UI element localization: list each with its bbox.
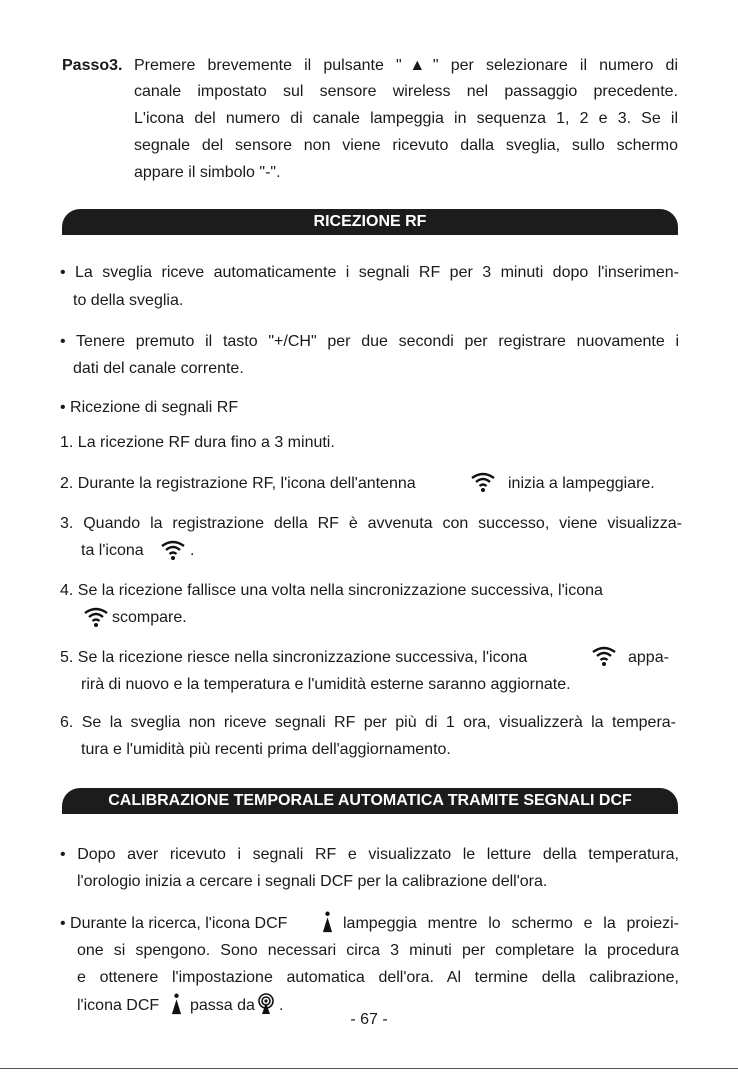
dcf-heading-text: CALIBRAZIONE TEMPORALE AUTOMATICA TRAMITE SEGNALI DCF — [108, 792, 632, 809]
page-number: - 67 - — [350, 1011, 388, 1028]
dcf-section-heading — [62, 788, 678, 814]
rf-bullet-2-line-2: dati del canale corrente. — [73, 360, 244, 377]
step3-line-3: L'icona del numero di canale lampeggia in sequenza 1, 2 e 3. Se il — [134, 110, 678, 127]
dcf-tower-icon — [322, 911, 333, 933]
wifi-antenna-icon — [160, 540, 186, 560]
dcf-bullet-2-line-4-part-1: l'icona DCF — [77, 997, 160, 1014]
step3-line-2: canale impostato sul sensore wireless nel passaggio precedente. — [134, 83, 678, 100]
rf-item-5-line-1-part-2: appa- — [628, 649, 669, 666]
rf-bullet-2-line-1: • Tenere premuto il tasto "+/CH" per due secondi per registrare nuovamente i — [60, 333, 679, 350]
rf-item-3-line-1: 3. Quando la registrazione della RF è avvenuta con successo, viene visualizza- — [60, 515, 682, 532]
rf-item-1: 1. La ricezione RF dura fino a 3 minuti. — [60, 434, 335, 451]
rf-bullet-3: • Ricezione di segnali RF — [60, 399, 239, 416]
rf-item-5-line-2: rirà di nuovo e la temperatura e l'umidità esterne saranno aggiornate. — [81, 676, 571, 693]
dcf-bullet-2-line-1-part-1: • Durante la ricerca, l'icona DCF — [60, 915, 288, 932]
rf-item-3-line-2-part-2: . — [190, 542, 195, 559]
wifi-antenna-icon — [470, 472, 496, 492]
dcf-bullet-2-line-4-part-3: . — [279, 997, 284, 1014]
rf-section-heading — [62, 209, 678, 235]
bottom-rule — [0, 1068, 738, 1069]
dcf-bullet-2-line-2: one si spengono. Sono necessari circa 3 minuti per completare la procedura — [77, 942, 679, 959]
rf-item-6-line-2: tura e l'umidità più recenti prima dell'aggiornamento. — [81, 741, 451, 758]
rf-item-4-line-1: 4. Se la ricezione fallisce una volta nella sincronizzazione successiva, l'icona — [60, 582, 603, 599]
rf-bullet-1-line-1: • La sveglia riceve automaticamente i segnali RF per 3 minuti dopo l'inserimen- — [60, 264, 679, 281]
rf-item-3-line-2-part-1: ta l'icona — [81, 542, 144, 559]
wifi-antenna-icon — [83, 607, 109, 627]
rf-item-2-part-1: 2. Durante la registrazione RF, l'icona dell'antenna — [60, 475, 416, 492]
rf-heading-text: RICEZIONE RF — [313, 213, 427, 230]
rf-item-4-line-2: scompare. — [112, 609, 187, 626]
step3-line-4: segnale del sensore non viene ricevuto dalla sveglia, sullo schermo — [134, 137, 678, 154]
step3-line-5: appare il simbolo "-". — [134, 164, 281, 181]
dcf-bullet-2-line-3: e ottenere l'impostazione automatica dell'ora. Al termine della calibrazione, — [77, 969, 679, 986]
wifi-antenna-icon — [591, 646, 617, 666]
dcf-bullet-1-line-2: l'orologio inizia a cercare i segnali DCF per la calibrazione dell'ora. — [77, 873, 548, 890]
rf-bullet-1-line-2: to della sveglia. — [73, 292, 184, 309]
rf-item-5-line-1-part-1: 5. Se la ricezione riesce nella sincronizzazione successiva, l'icona — [60, 649, 528, 666]
dcf-bullet-2-line-1-part-2: lampeggia mentre lo schermo e la proiezi- — [343, 915, 679, 932]
step3-label: Passo3. — [62, 57, 123, 74]
rf-item-6-line-1: 6. Se la sveglia non riceve segnali RF per più di 1 ora, visualizzerà la tempera- — [60, 714, 676, 731]
dcf-bullet-1-line-1: • Dopo aver ricevuto i segnali RF e visualizzato le letture della temperatura, — [60, 846, 679, 863]
rf-item-2-part-2: inizia a lampeggiare. — [508, 475, 655, 492]
dcf-bullet-2-line-4-part-2: passa da — [190, 997, 255, 1014]
step3-line-1: Premere brevemente il pulsante "▲" per selezionare il numero di — [134, 57, 678, 74]
